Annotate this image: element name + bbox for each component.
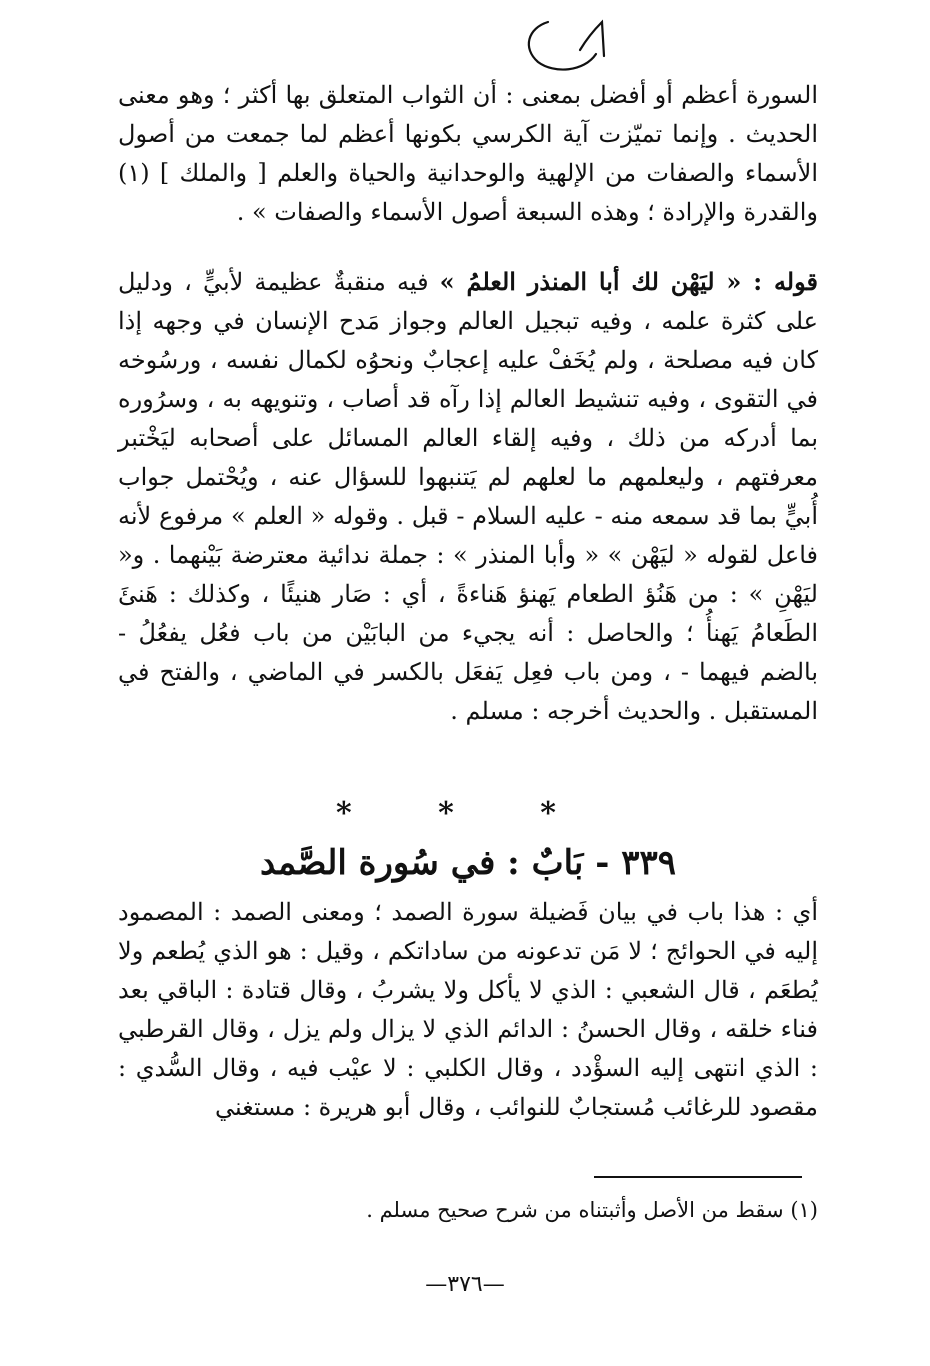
separator-stars: * * *: [336, 796, 594, 831]
footnote-rule: [594, 1176, 802, 1178]
handwritten-mark-icon: [520, 14, 610, 74]
commentary-paragraph: [118, 262, 818, 731]
commentary-lead: قوله : « ليَهْن لك أبا المنذر العلمُ »: [439, 267, 818, 296]
commentary-body: فيه منقبةٌ عظيمة لأبيٍّ ، ودليل على كثرة علمه ، وفيه تبجيل العالم وجواز مَدح الإنسان في وجهه إذا كان فيه مصلحة ، ولم يُخَفْ عليه إعجابٌ ونحوُه لكمال نفسه ، ورسُوخه في التقوى ، وفيه تنشيط العالم إذا رآه قد أصاب ، وتنويهه به ، وسرُوره بما أدركه من ذلك ، وفيه إلقاء العالم المسائل على أصحابه ليَخْتبر معرفتهم ، وليعلمهم ما لعلهم لم يَتنبهوا للسؤال عنه ، ويُحْتمل جواب أُبيٍّ بما قد سمعه منه - عليه السلام - قبل . وقوله « العلم » مرفوع لأنه فاعل لقوله « ليَهْن » « وأبا المنذر » : جملة ندائية معترضة بَيْنهما . و« ليَهْنِ » : من هَنُؤ الطعام يَهنؤ هَناءةً ، أي : صَار هنيئًا ، وكذلك : هَنئَ الطَعامُ يَهنأُ ؛ والحاصل : أنه يجيء من البابَيْن من باب فعُل يفعُلُ - بالضم فيهما - ، ومن باب فعِل يَفعَل بالكسر في الماضي ، والفتح في المستقبل . والحديث أخرجه : مسلم .: [118, 268, 818, 725]
chapter-body: أي : هذا باب في بيان فَضيلة سورة الصمد ؛ ومعنى الصمد : المصمود إليه في الحوائج ؛ لا مَن تدعونه من ساداتكم ، وقيل : هو الذي يُطعم ولا يُطعَم ، قال الشعبي : الذي لا يأكل ولا يشربُ ، وقال قتادة : الباقي بعد فناء خلقه ، وقال الحسنُ : الدائم الذي لا يزال ولم يزل ، وقال القرطبي : الذي انتهى إليه السؤْدد ، وقال الكلبي : لا عيْب فيه ، وقال السُّدي : مقصود للرغائب مُستجابٌ للنوائب ، وقال أبو هريرة : مستغني: [118, 898, 818, 1121]
top-paragraph: [118, 76, 818, 232]
footnote: (١) سقط من الأصل وأثبتناه من شرح صحيح مسلم .: [366, 1198, 818, 1222]
commentary-text: [118, 262, 818, 731]
chapter-paragraph: [118, 893, 818, 1127]
page-number: —٣٧٦—: [425, 1272, 505, 1297]
top-paragraph-text: السورة أعظم أو أفضل بمعنى : أن الثواب المتعلق بها أكثر ؛ وهو معنى الحديث . وإنما تميّزت آية الكرسي بكونها أعظم لما جمعت من أصول الأسماء والصفات من الإلهية والوحدانية والحياة والعلم [ والملك ] (١) والقدرة والإرادة ؛ وهذه السبعة أصول الأسماء والصفات » .: [118, 81, 818, 226]
chapter-heading: ٣٣٩ - بَابٌ : في سُورة الصَّمد: [260, 843, 676, 883]
